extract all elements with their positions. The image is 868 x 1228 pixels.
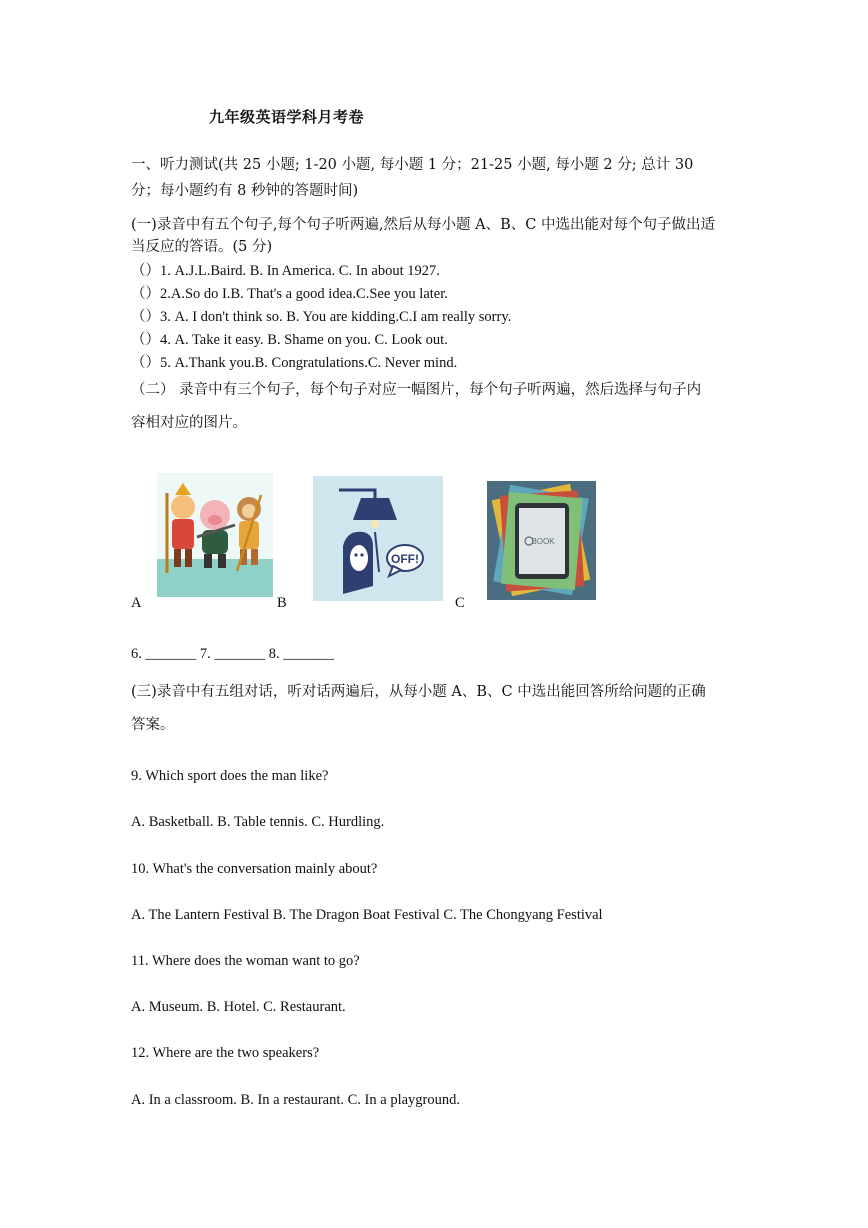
question-10-options: A. The Lantern Festival B. The Dragon Boat Festival C. The Chongyang Festival — [131, 907, 603, 923]
picture-label-b: B — [277, 595, 287, 611]
question-12: 12. Where are the two speakers? — [131, 1045, 320, 1061]
part2-instruction-line2: 容相对应的图片。 — [131, 415, 247, 431]
picture-b-off-text: OFF! — [391, 552, 419, 566]
part1-instruction-line1: (一)录音中有五个句子,每个句子听两遍,然后从每小题 A、B、C 中选出能对每个句子做出适 — [131, 217, 715, 233]
picture-c-ebook — [487, 481, 596, 600]
section1-heading-line2: 分；每小题约有 8 秒钟的答题时间) — [131, 183, 359, 199]
question-item-5: （）5. A.Thank you.B. Congratulations.C. Never mind. — [131, 355, 458, 371]
page-title: 九年级英语学科月考卷 — [209, 108, 365, 126]
question-item-3: （）3. A. I don't think so. B. You are kidding.C.I am really sorry. — [131, 309, 512, 325]
question-11-options: A. Museum. B. Hotel. C. Restaurant. — [131, 999, 346, 1015]
question-12-options: A. In a classroom. B. In a restaurant. C. In a playground. — [131, 1092, 460, 1108]
question-9: 9. Which sport does the man like? — [131, 768, 329, 784]
part3-instruction-line2: 答案。 — [131, 717, 175, 733]
question-11: 11. Where does the woman want to go? — [131, 953, 360, 969]
question-10: 10. What's the conversation mainly about? — [131, 861, 378, 877]
part2-instruction-line1: （二） 录音中有三个句子，每个句子对应一幅图片，每个句子听两遍，然后选择与句子内 — [131, 382, 702, 398]
question-item-1: （）1. A.J.L.Baird. B. In America. C. In about 1927. — [131, 263, 440, 279]
question-item-4: （）4. A. Take it easy. B. Shame on you. C. Look out. — [131, 332, 448, 348]
picture-label-a: A — [131, 595, 142, 611]
question-item-2: （）2.A.So do I.B. That's a good idea.C.See you later. — [131, 286, 448, 302]
picture-c-book-text: BOOK — [531, 537, 555, 546]
answer-blanks-6-8: 6. _______ 7. _______ 8. _______ — [131, 646, 334, 662]
picture-a-cartoon-characters — [157, 473, 273, 597]
part3-instruction-line1: (三)录音中有五组对话，听对话两遍后，从每小题 A、B、C 中选出能回答所给问题的正确 — [131, 684, 706, 700]
picture-label-c: C — [455, 595, 465, 611]
question-9-options: A. Basketball. B. Table tennis. C. Hurdling. — [131, 814, 385, 830]
part1-instruction-line2: 当反应的答语。(5 分) — [131, 239, 273, 255]
section1-heading-line1: 一、听力测试(共 25 小题; 1-20 小题, 每小题 1 分；21-25 小题, 每小题 2 分; 总计 30 — [131, 157, 694, 173]
picture-b-lamp-off — [313, 476, 443, 601]
